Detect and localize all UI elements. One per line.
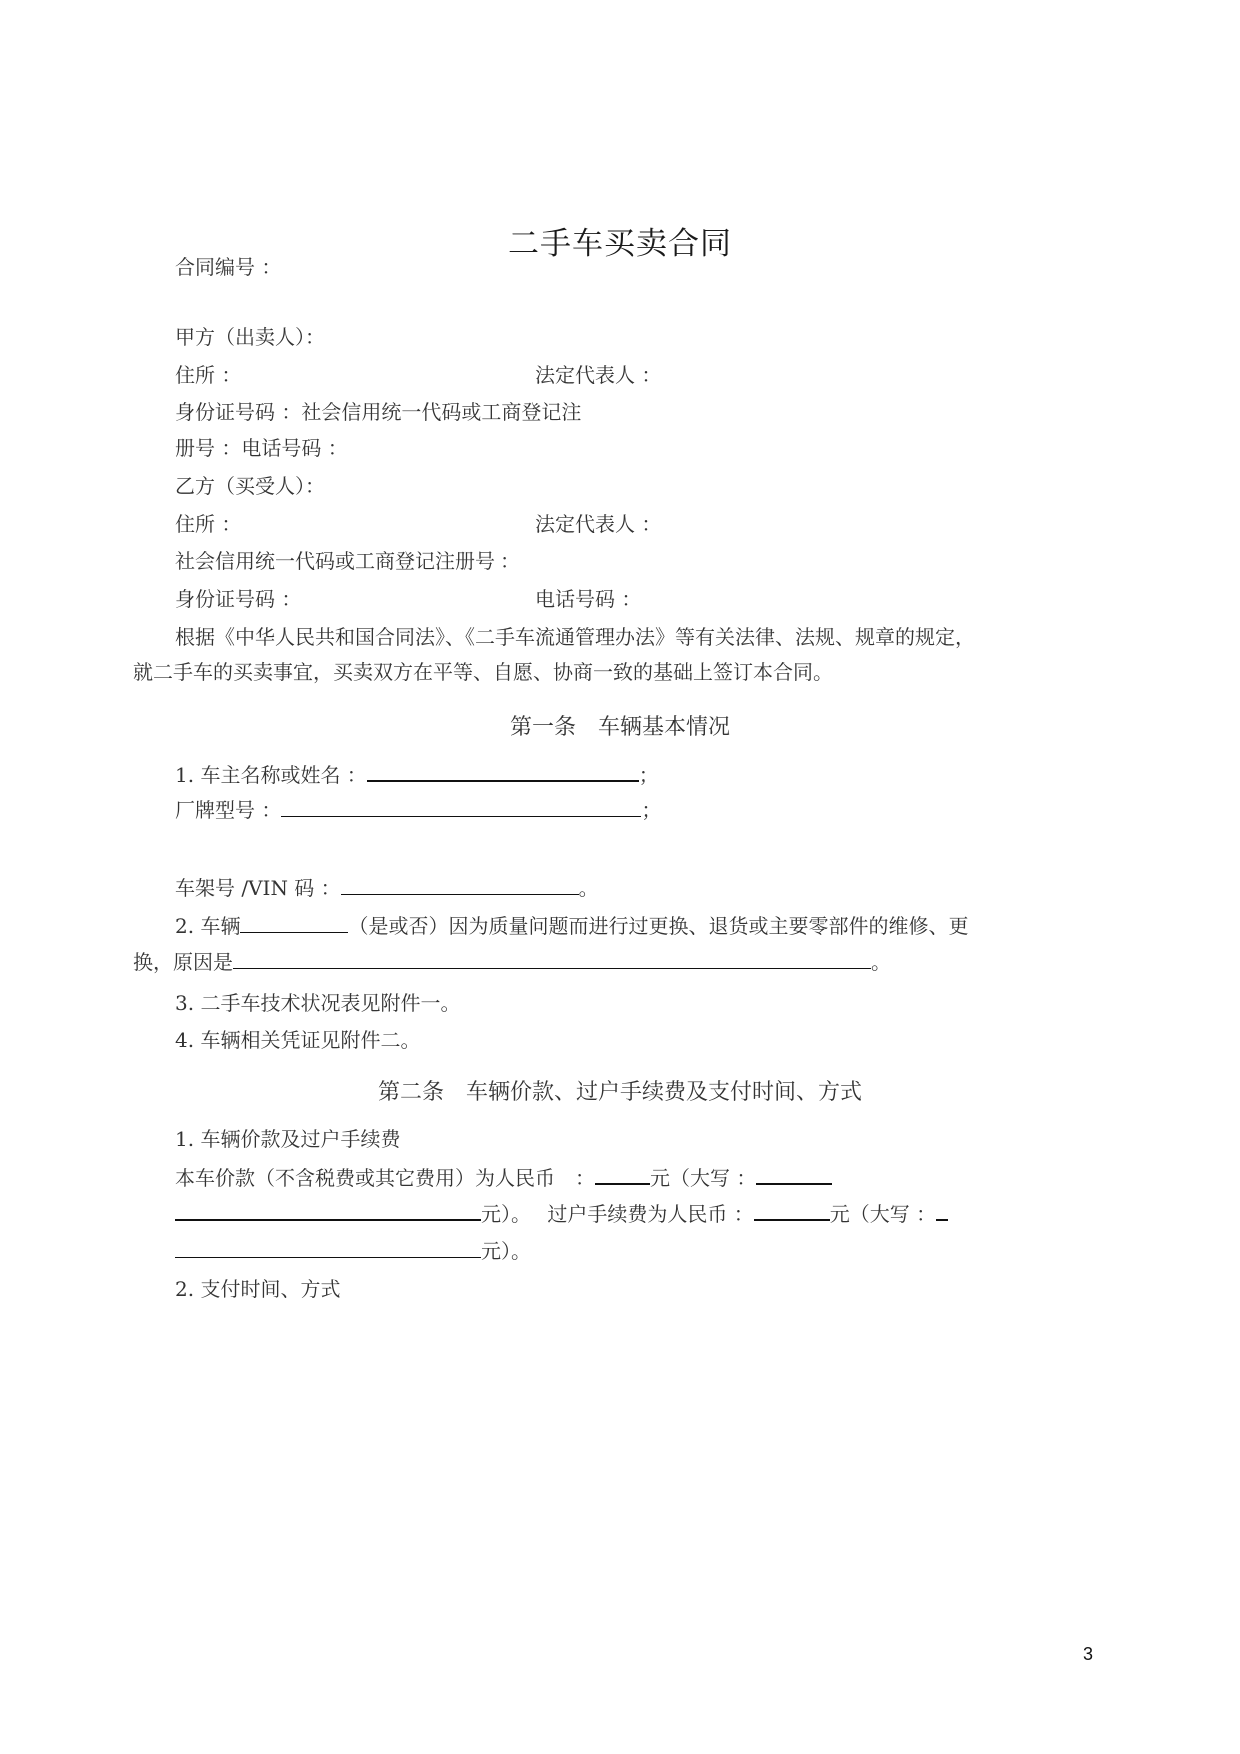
transfer-upper-open: 元（大写 ： bbox=[829, 1202, 937, 1226]
transfer-upper-blank-2[interactable] bbox=[175, 1237, 481, 1258]
transfer-upper-blank-1[interactable] bbox=[936, 1199, 948, 1221]
model-row bbox=[175, 796, 661, 823]
contract-number-label: 合同编号 ： bbox=[175, 255, 282, 279]
price-upper-blank-1[interactable] bbox=[756, 1163, 832, 1185]
vin-row bbox=[175, 874, 599, 901]
item-2-mid: （是或否）因为质量问题而进行过更换、退货或主要零部件的维修、更 bbox=[348, 914, 969, 938]
item-2-row bbox=[175, 912, 968, 939]
preamble-line-2: 就二手车的买卖事宜，买卖双方在平等、自愿、协商一致的基础上签订本合同。 bbox=[133, 660, 833, 684]
item-3: 3. 二手车技术状况表见附件一。 bbox=[175, 991, 461, 1015]
item-2-line-2 bbox=[133, 948, 891, 975]
party-a-id-line-1: 身份证号码 ：社会信用统一代码或工商登记注 bbox=[175, 400, 582, 424]
transfer-row-2 bbox=[175, 1237, 531, 1264]
item-2-line2-start: 换，原因是 bbox=[133, 950, 233, 974]
transfer-fee-blank[interactable] bbox=[754, 1199, 830, 1221]
owner-name-label: 1. 车主名称或姓名 ： bbox=[175, 763, 367, 787]
model-end: ； bbox=[641, 798, 662, 822]
owner-name-row bbox=[175, 760, 659, 788]
party-b-credit-code-label: 社会信用统一代码或工商登记注册号 bbox=[175, 549, 495, 573]
item-2-start: 2. 车辆 bbox=[175, 914, 241, 938]
owner-name-end: ； bbox=[638, 763, 659, 787]
party-a-id-line-2: 册号 ：电话号码 ： bbox=[175, 436, 348, 460]
price-row-2 bbox=[175, 1199, 948, 1227]
transfer-close: 元）。 bbox=[481, 1239, 531, 1263]
model-label: 厂牌型号 ： bbox=[175, 798, 282, 822]
item-2-end: 。 bbox=[871, 950, 891, 974]
document-title: 二手车买卖合同 bbox=[508, 226, 732, 262]
party-b-credit-code-colon: ： bbox=[500, 549, 520, 573]
party-a-address-label: 住所 ： bbox=[175, 363, 242, 387]
price-upper-open: 元（大写 ： bbox=[650, 1166, 757, 1190]
article-1-heading: 第一条 车辆基本情况 bbox=[509, 715, 730, 740]
preamble-line-1: 根据《中华人民共和国合同法》、《二手车流通管理办法》等有关法律、法规、规章的规定， bbox=[175, 625, 975, 649]
party-a-heading: 甲方（出卖人）： bbox=[175, 325, 325, 349]
yes-no-blank[interactable] bbox=[240, 912, 348, 933]
party-a-legal-rep-label: 法定代表人 ： bbox=[535, 363, 662, 387]
party-b-phone-label: 电话号码 ： bbox=[535, 587, 642, 611]
vin-label: 车架号 /VIN 码 ： bbox=[175, 876, 341, 900]
vin-end: 。 bbox=[578, 876, 599, 900]
price-amount-blank[interactable] bbox=[595, 1163, 650, 1185]
party-b-id-label: 身份证号码 ： bbox=[175, 587, 302, 611]
party-b-heading: 乙方（买受人）： bbox=[175, 474, 325, 498]
model-blank[interactable] bbox=[281, 796, 641, 817]
vin-blank[interactable] bbox=[341, 874, 579, 895]
party-b-legal-rep-label: 法定代表人 ： bbox=[535, 512, 662, 536]
price-label: 本车价款（不含税费或其它费用）为人民币 ： bbox=[175, 1166, 595, 1190]
article-2-item-2: 2. 支付时间、方式 bbox=[175, 1277, 341, 1301]
item-4: 4. 车辆相关凭证见附件二。 bbox=[175, 1028, 421, 1052]
transfer-fee-label: 过户手续费为人民币 ： bbox=[547, 1202, 754, 1226]
price-close: 元）。 bbox=[481, 1202, 531, 1226]
party-b-address-label: 住所 ： bbox=[175, 512, 242, 536]
article-2-item-1: 1. 车辆价款及过户手续费 bbox=[175, 1127, 401, 1151]
price-row bbox=[175, 1163, 832, 1191]
reason-blank[interactable] bbox=[233, 948, 871, 969]
article-2-heading: 第二条 车辆价款、过户手续费及支付时间、方式 bbox=[377, 1080, 862, 1105]
page-number: 3 bbox=[1083, 1644, 1094, 1664]
price-upper-blank-2[interactable] bbox=[175, 1199, 481, 1221]
owner-name-blank[interactable] bbox=[367, 760, 639, 782]
